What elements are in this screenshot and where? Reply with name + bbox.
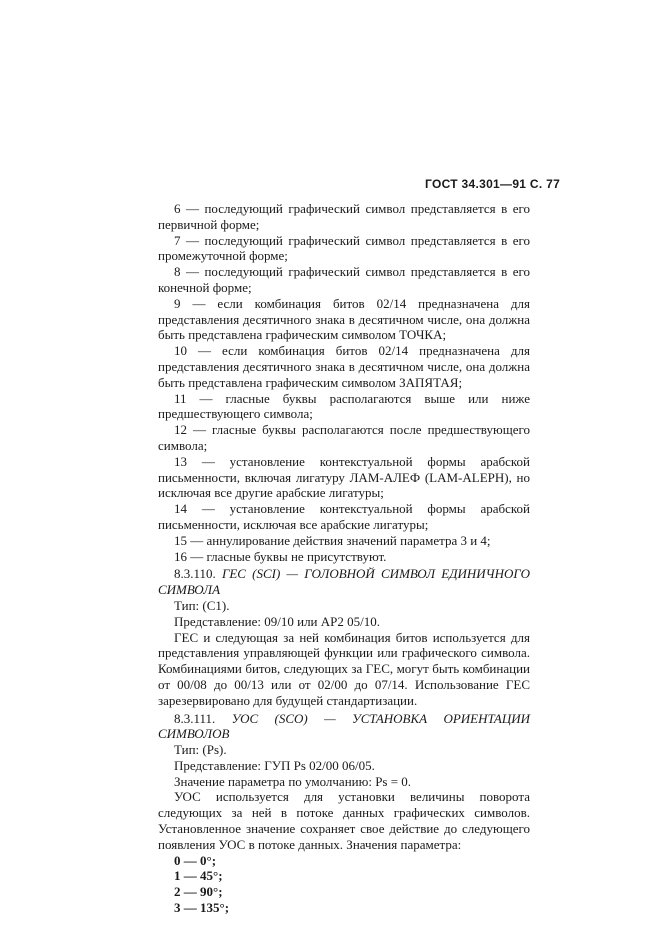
list-item: 7 — последующий графический символ представляется в его промежуточной форме; [158,232,530,264]
parameter-value: 3 — 135°; [174,900,230,916]
document-body [158,201,530,916]
section-title: ГЕС (SCI) — ГОЛОВНОЙ СИМВОЛ ЕДИНИЧНОГО СИМВОЛА [158,566,530,598]
type-line: Тип: (C1). [174,597,230,613]
section-title: УОС (SCO) — УСТАНОВКА ОРИЕНТАЦИИ СИМВОЛОВ [158,710,531,742]
parameter-value: 0 — 0°; [174,852,217,868]
list-item: 10 — если комбинация битов 02/14 предназначена для представления десятичного знака в десятичном числе, она должна быть представлена графическим символом ЗАПЯТАЯ; [158,343,530,390]
list-item: 13 — установление контекстуальной формы арабской письменности, включая лигатуру ЛАМ-АЛЕФ (LAM-ALEPH), но исключая все другие арабские лигатуры; [158,453,530,501]
list-item: 9 — если комбинация битов 02/14 предназначена для представления десятичного знака в десятичном числе, она должна быть представлена графическим символом ТОЧКА; [158,295,530,343]
section-body: УОС используется для установки величины поворота следующих за ней в потоке данных графических символов. Установленное значение сохраняет свое действие до следующего появления УОС в потоке данных. Значения параметра: [158,789,530,852]
representation-line: Представление: 09/10 или AP2 05/10. [174,613,380,629]
section-heading [158,711,530,743]
type-line: Тип: (Ps). [174,742,227,758]
list-item: 6 — последующий графический символ представляется в его первичной форме; [158,201,530,232]
parameter-values [158,853,530,916]
parameter-value: 2 — 90°; [174,884,223,900]
representation-line: Представление: ГУП Ps 02/00 06/05. [174,757,375,773]
section-number: 8.3.110. [174,566,216,582]
section-body: ГЕС и следующая за ней комбинация битов используется для представления управляющей функции или графического символа. Комбинациями битов, следующих за ГЕС, могут быть комбинации от 00/08 до 00/13 или от 02/00 до 07/14. Использование ГЕС зарезервировано для будущей стандартизации. [158,629,530,708]
list-item: 14 — установление контекстуальной формы арабской письменности, исключая все арабские лигатуры; [158,501,530,532]
list-item: 8 — последующий графический символ представляется в его конечной форме; [158,264,530,295]
page-header: ГОСТ 34.301—91 С. 77 [425,177,561,191]
list-item: 12 — гласные буквы располагаются после предшествующего символа; [158,422,530,453]
list-item: 16 — гласные буквы не присутствуют. [174,548,387,564]
list-item: 11 — гласные буквы располагаются выше или ниже предшествующего символа; [158,390,530,422]
parameter-value: 1 — 45°; [174,868,223,884]
section-number: 8.3.111. [174,710,216,726]
section-heading [158,566,530,598]
default-value-line: Значение параметра по умолчанию: Ps = 0. [174,773,412,789]
list-item: 15 — аннулирование действия значений параметра 3 и 4; [174,532,491,548]
